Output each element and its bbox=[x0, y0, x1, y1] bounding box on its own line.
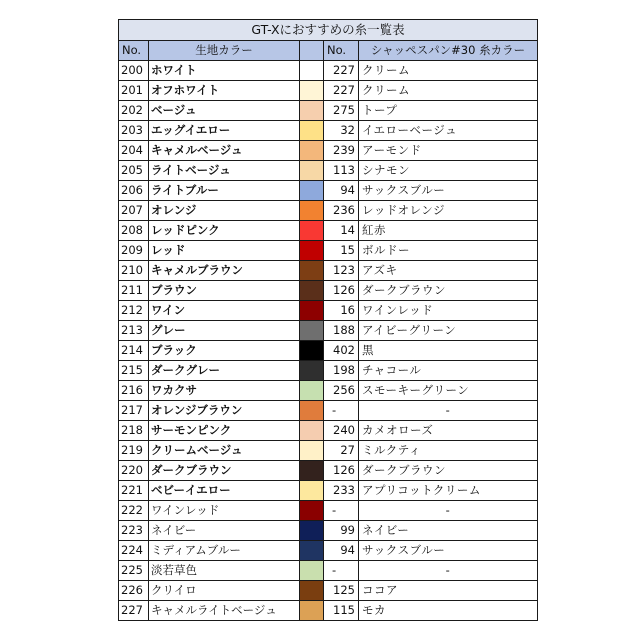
thread-color-name: アズキ bbox=[359, 261, 538, 281]
fabric-color-name: クリームベージュ bbox=[149, 441, 300, 461]
color-swatch bbox=[300, 481, 324, 501]
header-row bbox=[119, 41, 538, 61]
table-row bbox=[119, 421, 538, 441]
thread-color-name: アーモンド bbox=[359, 141, 538, 161]
thread-color-name: アイビーグリーン bbox=[359, 321, 538, 341]
fabric-number: 209 bbox=[119, 241, 149, 261]
thread-color-name: シナモン bbox=[359, 161, 538, 181]
color-swatch bbox=[300, 101, 324, 121]
fabric-number: 219 bbox=[119, 441, 149, 461]
fabric-number: 217 bbox=[119, 401, 149, 421]
fabric-number: 202 bbox=[119, 101, 149, 121]
thread-number: 125 bbox=[324, 581, 359, 601]
color-swatch bbox=[300, 201, 324, 221]
color-swatch bbox=[300, 221, 324, 241]
thread-color-name: イエローベージュ bbox=[359, 121, 538, 141]
thread-color-name: サックスブルー bbox=[359, 181, 538, 201]
table-row bbox=[119, 401, 538, 421]
thread-number: 227 bbox=[324, 61, 359, 81]
fabric-color-name: ホワイト bbox=[149, 61, 300, 81]
table-row bbox=[119, 101, 538, 121]
color-swatch bbox=[300, 281, 324, 301]
fabric-color-name: ダークグレー bbox=[149, 361, 300, 381]
fabric-number: 213 bbox=[119, 321, 149, 341]
color-swatch bbox=[300, 181, 324, 201]
thread-number: 99 bbox=[324, 521, 359, 541]
color-swatch bbox=[300, 321, 324, 341]
table-row bbox=[119, 541, 538, 561]
table-title: GT-Xにおすすめの糸一覧表 bbox=[119, 20, 538, 41]
thread-number: 275 bbox=[324, 101, 359, 121]
fabric-color-name: ネイビー bbox=[149, 521, 300, 541]
fabric-number: 210 bbox=[119, 261, 149, 281]
thread-number: 32 bbox=[324, 121, 359, 141]
color-swatch bbox=[300, 521, 324, 541]
fabric-number: 205 bbox=[119, 161, 149, 181]
thread-number: 256 bbox=[324, 381, 359, 401]
color-swatch bbox=[300, 501, 324, 521]
color-swatch bbox=[300, 381, 324, 401]
thread-number: 15 bbox=[324, 241, 359, 261]
color-swatch bbox=[300, 541, 324, 561]
color-swatch bbox=[300, 261, 324, 281]
thread-color-name: クリーム bbox=[359, 81, 538, 101]
table-row bbox=[119, 121, 538, 141]
thread-number: 27 bbox=[324, 441, 359, 461]
color-swatch bbox=[300, 441, 324, 461]
thread-color-name: ネイビー bbox=[359, 521, 538, 541]
table-row bbox=[119, 81, 538, 101]
fabric-color-name: グレー bbox=[149, 321, 300, 341]
thread-color-name: カメオローズ bbox=[359, 421, 538, 441]
title-row bbox=[119, 20, 538, 41]
table-row bbox=[119, 341, 538, 361]
table-row bbox=[119, 381, 538, 401]
fabric-number: 224 bbox=[119, 541, 149, 561]
fabric-color-name: オレンジブラウン bbox=[149, 401, 300, 421]
fabric-color-name: ワカクサ bbox=[149, 381, 300, 401]
fabric-color-name: オフホワイト bbox=[149, 81, 300, 101]
fabric-color-name: ワインレッド bbox=[149, 501, 300, 521]
fabric-number: 222 bbox=[119, 501, 149, 521]
thread-number: 227 bbox=[324, 81, 359, 101]
thread-color-name: - bbox=[359, 501, 538, 521]
color-swatch bbox=[300, 161, 324, 181]
thread-color-name: トープ bbox=[359, 101, 538, 121]
thread-number: 16 bbox=[324, 301, 359, 321]
fabric-color-name: ブラック bbox=[149, 341, 300, 361]
table-row bbox=[119, 201, 538, 221]
thread-number: - bbox=[324, 501, 359, 521]
table-row bbox=[119, 281, 538, 301]
thread-color-name: レッドオレンジ bbox=[359, 201, 538, 221]
color-swatch bbox=[300, 401, 324, 421]
table-row bbox=[119, 581, 538, 601]
thread-number: 239 bbox=[324, 141, 359, 161]
thread-number: 94 bbox=[324, 541, 359, 561]
table-row bbox=[119, 361, 538, 381]
fabric-color-name: キャメルベージュ bbox=[149, 141, 300, 161]
fabric-number: 215 bbox=[119, 361, 149, 381]
fabric-color-name: 淡若草色 bbox=[149, 561, 300, 581]
thread-color-name: - bbox=[359, 561, 538, 581]
header-no: No. bbox=[119, 41, 149, 61]
thread-color-name: チャコール bbox=[359, 361, 538, 381]
thread-number: 188 bbox=[324, 321, 359, 341]
table-row bbox=[119, 321, 538, 341]
thread-chart-sheet bbox=[118, 19, 538, 621]
thread-color-name: 紅赤 bbox=[359, 221, 538, 241]
color-swatch bbox=[300, 61, 324, 81]
table-row bbox=[119, 221, 538, 241]
fabric-number: 201 bbox=[119, 81, 149, 101]
fabric-number: 216 bbox=[119, 381, 149, 401]
fabric-color-name: クリイロ bbox=[149, 581, 300, 601]
fabric-number: 204 bbox=[119, 141, 149, 161]
color-swatch bbox=[300, 461, 324, 481]
table-row bbox=[119, 141, 538, 161]
thread-number: - bbox=[324, 561, 359, 581]
fabric-number: 207 bbox=[119, 201, 149, 221]
fabric-color-name: オレンジ bbox=[149, 201, 300, 221]
color-swatch bbox=[300, 421, 324, 441]
thread-number: 402 bbox=[324, 341, 359, 361]
thread-color-name: - bbox=[359, 401, 538, 421]
fabric-number: 200 bbox=[119, 61, 149, 81]
thread-color-name: サックスブルー bbox=[359, 541, 538, 561]
thread-color-name: クリーム bbox=[359, 61, 538, 81]
thread-color-name: ボルドー bbox=[359, 241, 538, 261]
fabric-number: 223 bbox=[119, 521, 149, 541]
header-swatch bbox=[300, 41, 324, 61]
table-row bbox=[119, 261, 538, 281]
fabric-number: 206 bbox=[119, 181, 149, 201]
thread-number: - bbox=[324, 401, 359, 421]
table-row bbox=[119, 161, 538, 181]
fabric-number: 226 bbox=[119, 581, 149, 601]
thread-number: 236 bbox=[324, 201, 359, 221]
color-swatch bbox=[300, 241, 324, 261]
table-row bbox=[119, 241, 538, 261]
fabric-color-name: ブラウン bbox=[149, 281, 300, 301]
table-row bbox=[119, 521, 538, 541]
thread-number: 126 bbox=[324, 461, 359, 481]
fabric-color-name: ワイン bbox=[149, 301, 300, 321]
fabric-color-name: レッドピンク bbox=[149, 221, 300, 241]
fabric-number: 208 bbox=[119, 221, 149, 241]
color-swatch bbox=[300, 601, 324, 621]
thread-color-name: 黒 bbox=[359, 341, 538, 361]
thread-number: 123 bbox=[324, 261, 359, 281]
fabric-color-name: サーモンピンク bbox=[149, 421, 300, 441]
color-swatch bbox=[300, 361, 324, 381]
table-row bbox=[119, 481, 538, 501]
color-swatch bbox=[300, 561, 324, 581]
color-swatch bbox=[300, 141, 324, 161]
fabric-color-name: ダークブラウン bbox=[149, 461, 300, 481]
fabric-color-name: キャメルブラウン bbox=[149, 261, 300, 281]
thread-number: 126 bbox=[324, 281, 359, 301]
thread-color-name: ダークブラウン bbox=[359, 281, 538, 301]
fabric-color-name: キャメルライトベージュ bbox=[149, 601, 300, 621]
thread-color-name: ダークブラウン bbox=[359, 461, 538, 481]
thread-number: 113 bbox=[324, 161, 359, 181]
thread-number: 14 bbox=[324, 221, 359, 241]
thread-number: 94 bbox=[324, 181, 359, 201]
table-row bbox=[119, 301, 538, 321]
table-row bbox=[119, 181, 538, 201]
fabric-number: 225 bbox=[119, 561, 149, 581]
fabric-number: 221 bbox=[119, 481, 149, 501]
fabric-number: 203 bbox=[119, 121, 149, 141]
fabric-color-name: ベージュ bbox=[149, 101, 300, 121]
color-swatch bbox=[300, 121, 324, 141]
thread-color-name: スモーキーグリーン bbox=[359, 381, 538, 401]
thread-number: 233 bbox=[324, 481, 359, 501]
thread-color-name: アプリコットクリーム bbox=[359, 481, 538, 501]
fabric-color-name: ミディアムブルー bbox=[149, 541, 300, 561]
fabric-color-name: レッド bbox=[149, 241, 300, 261]
header-fabric-color: 生地カラー bbox=[149, 41, 300, 61]
fabric-color-name: ベビーイエロー bbox=[149, 481, 300, 501]
fabric-color-name: ライトベージュ bbox=[149, 161, 300, 181]
fabric-number: 212 bbox=[119, 301, 149, 321]
header-thread-color: シャッペスパン#30 糸カラー bbox=[359, 41, 538, 61]
fabric-number: 220 bbox=[119, 461, 149, 481]
table-row bbox=[119, 601, 538, 621]
thread-table bbox=[118, 19, 538, 621]
fabric-number: 211 bbox=[119, 281, 149, 301]
table-row bbox=[119, 461, 538, 481]
fabric-number: 218 bbox=[119, 421, 149, 441]
color-swatch bbox=[300, 301, 324, 321]
header-thread-no: No. bbox=[324, 41, 359, 61]
table-row bbox=[119, 561, 538, 581]
fabric-number: 214 bbox=[119, 341, 149, 361]
thread-number: 198 bbox=[324, 361, 359, 381]
thread-number: 115 bbox=[324, 601, 359, 621]
color-swatch bbox=[300, 81, 324, 101]
thread-color-name: ミルクティ bbox=[359, 441, 538, 461]
table-row bbox=[119, 441, 538, 461]
table-row bbox=[119, 501, 538, 521]
table-row bbox=[119, 61, 538, 81]
fabric-color-name: エッグイエロー bbox=[149, 121, 300, 141]
color-swatch bbox=[300, 581, 324, 601]
thread-number: 240 bbox=[324, 421, 359, 441]
thread-color-name: モカ bbox=[359, 601, 538, 621]
fabric-color-name: ライトブルー bbox=[149, 181, 300, 201]
fabric-number: 227 bbox=[119, 601, 149, 621]
color-swatch bbox=[300, 341, 324, 361]
thread-color-name: ココア bbox=[359, 581, 538, 601]
thread-color-name: ワインレッド bbox=[359, 301, 538, 321]
